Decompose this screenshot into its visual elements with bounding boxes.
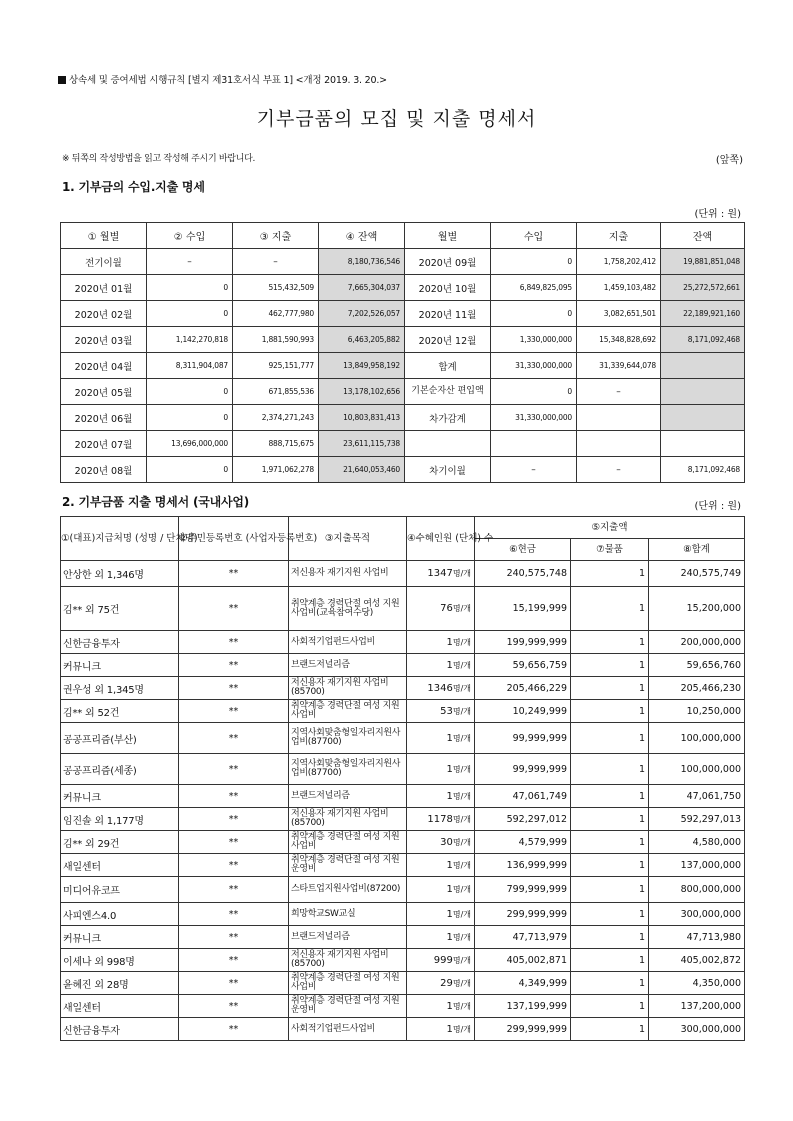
- count-unit: 명/개: [452, 683, 471, 693]
- recipient-cell: 공공프리즘(부산): [61, 723, 179, 754]
- count-unit: 명/개: [452, 837, 471, 847]
- header-goods: ⑦물품: [571, 539, 649, 561]
- cash-cell: 592,297,012: [475, 808, 571, 831]
- table-row: [61, 700, 745, 723]
- count-value: 1347: [427, 568, 453, 579]
- regno-cell: **: [179, 831, 289, 854]
- beneficiary-count-cell: [407, 754, 475, 785]
- regno-cell: **: [179, 903, 289, 926]
- regno-cell: **: [179, 587, 289, 631]
- cash-cell: 47,061,749: [475, 785, 571, 808]
- goods-cell: 1: [571, 785, 649, 808]
- expense-cell: –: [577, 379, 661, 405]
- expense-cell: 3,082,651,501: [577, 301, 661, 327]
- income-cell: –: [147, 249, 233, 275]
- cash-cell: 240,575,748: [475, 561, 571, 587]
- total-cell: 240,575,749: [649, 561, 745, 587]
- income-cell: 1,142,270,818: [147, 327, 233, 353]
- expense-cell: 2,374,271,243: [233, 405, 319, 431]
- purpose-cell: 희망학교SW교실: [289, 903, 407, 926]
- document-title: 기부금품의 모집 및 지출 명세서: [256, 108, 537, 130]
- beneficiary-count-cell: [407, 972, 475, 995]
- purpose-cell: 사회적기업펀드사업비: [289, 1018, 407, 1041]
- count-unit: 명/개: [452, 909, 471, 919]
- beneficiary-count-cell: [407, 877, 475, 903]
- purpose-cell: 취약계층 경력단절 여성 지원 사업비: [289, 831, 407, 854]
- count-value: 1178: [427, 813, 453, 825]
- beneficiary-count-cell: [407, 587, 475, 631]
- income-expense-row: [61, 327, 745, 353]
- regno-cell: **: [179, 1018, 289, 1041]
- regno-cell: **: [179, 972, 289, 995]
- balance-cell: 13,178,102,656: [319, 379, 405, 405]
- table-row: [61, 654, 745, 677]
- month-cell: 차기이월: [405, 457, 491, 483]
- total-cell: 300,000,000: [649, 903, 745, 926]
- table-row: [61, 723, 745, 754]
- count-value: 999: [433, 954, 453, 966]
- month-cell: [405, 431, 491, 457]
- recipient-cell: 공공프리즘(세종): [61, 754, 179, 785]
- purpose-cell: 취약계층 경력단절 여성 지원 운영비: [289, 854, 407, 877]
- income-expense-row: [61, 431, 745, 457]
- section2-unit: (단위 : 원): [694, 501, 741, 512]
- regno-cell: **: [179, 877, 289, 903]
- table-row: [61, 949, 745, 972]
- count-unit: 명/개: [452, 1024, 471, 1034]
- table-row: [61, 972, 745, 995]
- count-value: 1: [446, 884, 453, 895]
- count-value: 1: [446, 1000, 453, 1012]
- total-cell: 592,297,013: [649, 808, 745, 831]
- month-cell: 2020년 12월: [405, 327, 491, 353]
- expense-cell: –: [233, 249, 319, 275]
- header-cell: ④ 잔액: [319, 223, 405, 249]
- expense-cell: 462,777,980: [233, 301, 319, 327]
- goods-cell: 1: [571, 903, 649, 926]
- beneficiary-count-cell: [407, 723, 475, 754]
- month-cell: 기본순자산 편입액: [405, 379, 491, 405]
- goods-cell: 1: [571, 631, 649, 654]
- cash-cell: 10,249,999: [475, 700, 571, 723]
- recipient-cell: 이세나 외 998명: [61, 949, 179, 972]
- total-cell: 59,656,760: [649, 654, 745, 677]
- header-cell: ① 월별: [61, 223, 147, 249]
- recipient-cell: 신한금융투자: [61, 1018, 179, 1041]
- balance-cell: 19,881,851,048: [661, 249, 745, 275]
- expense-cell: [577, 405, 661, 431]
- cash-cell: 136,999,999: [475, 854, 571, 877]
- beneficiary-count-cell: [407, 561, 475, 587]
- table-row: [61, 561, 745, 587]
- income-cell: [491, 431, 577, 457]
- recipient-cell: 커뮤니크: [61, 926, 179, 949]
- balance-cell: 13,849,958,192: [319, 353, 405, 379]
- count-value: 30: [440, 836, 453, 848]
- section1-title: 1. 기부금의 수입.지출 명세: [62, 180, 205, 194]
- goods-cell: 1: [571, 995, 649, 1018]
- month-cell: 2020년 03월: [61, 327, 147, 353]
- purpose-cell: 저신용자 재기지원 사업비(85700): [289, 677, 407, 700]
- count-value: 1: [446, 931, 453, 943]
- regno-cell: **: [179, 949, 289, 972]
- income-cell: 0: [147, 405, 233, 431]
- purpose-cell: 브랜드저널리즘: [289, 785, 407, 808]
- table-row: [61, 677, 745, 700]
- count-value: 1: [446, 659, 453, 671]
- income-expense-header: [61, 223, 745, 249]
- regno-cell: **: [179, 561, 289, 587]
- header-amount: ⑤지출액: [475, 517, 745, 539]
- count-value: 1: [446, 763, 453, 775]
- expense-cell: 1,971,062,278: [233, 457, 319, 483]
- month-cell: 전기이월: [61, 249, 147, 275]
- balance-cell: 6,463,205,882: [319, 327, 405, 353]
- beneficiary-count-cell: [407, 785, 475, 808]
- cash-cell: 15,199,999: [475, 587, 571, 631]
- table-row: [61, 926, 745, 949]
- beneficiary-count-cell: [407, 1018, 475, 1041]
- count-value: 1346: [427, 682, 453, 694]
- header-cell: ② 수입: [147, 223, 233, 249]
- total-cell: 205,466,230: [649, 677, 745, 700]
- month-cell: 2020년 04월: [61, 353, 147, 379]
- table-row: [61, 754, 745, 785]
- count-unit: 명/개: [452, 733, 471, 743]
- total-cell: 800,000,000: [649, 877, 745, 903]
- month-cell: 2020년 08월: [61, 457, 147, 483]
- expense-cell: 1,881,590,993: [233, 327, 319, 353]
- count-value: 1: [446, 636, 453, 648]
- section2-title: 2. 기부금품 지출 명세서 (국내사업): [62, 495, 250, 509]
- total-cell: 4,580,000: [649, 831, 745, 854]
- table-row: [61, 631, 745, 654]
- purpose-cell: 브랜드저널리즘: [289, 654, 407, 677]
- table-row: [61, 831, 745, 854]
- income-cell: 0: [491, 379, 577, 405]
- income-cell: 1,330,000,000: [491, 327, 577, 353]
- table-row: [61, 854, 745, 877]
- beneficiary-count-cell: [407, 631, 475, 654]
- count-value: 76: [440, 603, 453, 614]
- expense-cell: 515,432,509: [233, 275, 319, 301]
- regno-cell: **: [179, 808, 289, 831]
- regno-cell: **: [179, 700, 289, 723]
- expense-cell: 671,855,536: [233, 379, 319, 405]
- purpose-cell: 사회적기업펀드사업비: [289, 631, 407, 654]
- header-purpose: ③지출목적: [289, 517, 407, 561]
- regno-cell: **: [179, 754, 289, 785]
- month-cell: 2020년 02월: [61, 301, 147, 327]
- total-cell: 47,061,750: [649, 785, 745, 808]
- beneficiary-count-cell: [407, 808, 475, 831]
- expense-cell: 31,339,644,078: [577, 353, 661, 379]
- count-unit: 명/개: [452, 978, 471, 988]
- total-cell: 15,200,000: [649, 587, 745, 631]
- beneficiary-count-cell: [407, 654, 475, 677]
- total-cell: 300,000,000: [649, 1018, 745, 1041]
- total-cell: 47,713,980: [649, 926, 745, 949]
- purpose-cell: 취약계층 경력단절 여성 지원 사업비: [289, 972, 407, 995]
- count-unit: 명/개: [452, 885, 471, 894]
- count-unit: 명/개: [452, 814, 471, 824]
- section1-unit: (단위 : 원): [694, 209, 741, 220]
- goods-cell: 1: [571, 1018, 649, 1041]
- balance-cell: 7,202,526,057: [319, 301, 405, 327]
- header-recipient: ①(대표)지급처명 (성명 / 단체명): [61, 517, 179, 561]
- expense-cell: 888,715,675: [233, 431, 319, 457]
- cash-cell: 205,466,229: [475, 677, 571, 700]
- month-cell: 2020년 09월: [405, 249, 491, 275]
- count-unit: 명/개: [452, 569, 471, 578]
- recipient-cell: 커뮤니크: [61, 654, 179, 677]
- goods-cell: 1: [571, 854, 649, 877]
- beneficiary-count-cell: [407, 995, 475, 1018]
- goods-cell: 1: [571, 877, 649, 903]
- cash-cell: 99,999,999: [475, 723, 571, 754]
- header-total: ⑧합계: [649, 539, 745, 561]
- recipient-cell: 미디어유코프: [61, 877, 179, 903]
- income-cell: 6,849,825,095: [491, 275, 577, 301]
- recipient-cell: 커뮤니크: [61, 785, 179, 808]
- goods-cell: 1: [571, 654, 649, 677]
- count-unit: 명/개: [452, 660, 471, 670]
- cash-cell: 299,999,999: [475, 1018, 571, 1041]
- recipient-cell: 임진솔 외 1,177명: [61, 808, 179, 831]
- month-cell: 2020년 01월: [61, 275, 147, 301]
- income-expense-row: [61, 249, 745, 275]
- form-reference: 상속세 및 증여세법 시행규칙 [별지 제31호서식 부표 1] <개정 2019. 3. 20.>: [58, 72, 387, 86]
- goods-cell: 1: [571, 949, 649, 972]
- recipient-cell: 새일센터: [61, 854, 179, 877]
- beneficiary-count-cell: [407, 949, 475, 972]
- table-row: [61, 877, 745, 903]
- count-unit: 명/개: [452, 791, 471, 801]
- count-unit: 명/개: [452, 860, 471, 870]
- income-expense-row: [61, 353, 745, 379]
- balance-cell: 21,640,053,460: [319, 457, 405, 483]
- cash-cell: 405,002,871: [475, 949, 571, 972]
- total-cell: 200,000,000: [649, 631, 745, 654]
- month-cell: 합계: [405, 353, 491, 379]
- cash-cell: 799,999,999: [475, 877, 571, 903]
- count-unit: 명/개: [452, 706, 471, 716]
- cash-cell: 99,999,999: [475, 754, 571, 785]
- balance-cell: 10,803,831,413: [319, 405, 405, 431]
- income-expense-table: [60, 222, 745, 483]
- income-cell: 31,330,000,000: [491, 353, 577, 379]
- balance-cell: [661, 379, 745, 405]
- goods-cell: 1: [571, 700, 649, 723]
- balance-cell: [661, 353, 745, 379]
- expense-cell: 1,758,202,412: [577, 249, 661, 275]
- month-cell: 차가감계: [405, 405, 491, 431]
- recipient-cell: 사피엔스4.0: [61, 903, 179, 926]
- income-cell: –: [491, 457, 577, 483]
- income-cell: 31,330,000,000: [491, 405, 577, 431]
- header-cell: 월별: [405, 223, 491, 249]
- count-value: 1: [446, 790, 453, 802]
- balance-cell: 8,180,736,546: [319, 249, 405, 275]
- income-expense-row: [61, 405, 745, 431]
- income-cell: 0: [491, 301, 577, 327]
- cash-cell: 4,579,999: [475, 831, 571, 854]
- count-unit: 명/개: [452, 764, 471, 774]
- recipient-cell: 김** 외 52건: [61, 700, 179, 723]
- goods-cell: 1: [571, 561, 649, 587]
- recipient-cell: 김** 외 75건: [61, 587, 179, 631]
- purpose-cell: 저신용자 재기지원 사업비(85700): [289, 949, 407, 972]
- month-cell: 2020년 07월: [61, 431, 147, 457]
- income-cell: 0: [147, 457, 233, 483]
- purpose-cell: 취약계층 경력단절 여성 지원 운영비: [289, 995, 407, 1018]
- total-cell: 137,200,000: [649, 995, 745, 1018]
- header-beneficiaries: ④수혜인원 (단체) 수: [407, 517, 475, 561]
- table-row: [61, 995, 745, 1018]
- regno-cell: **: [179, 785, 289, 808]
- recipient-cell: 새일센터: [61, 995, 179, 1018]
- header-cell: 지출: [577, 223, 661, 249]
- count-value: 53: [440, 705, 453, 717]
- count-unit: 명/개: [452, 604, 471, 613]
- goods-cell: 1: [571, 831, 649, 854]
- notice-text: ※ 뒤쪽의 작성방법을 읽고 작성해 주시기 바랍니다.: [62, 154, 256, 164]
- income-expense-row: [61, 301, 745, 327]
- purpose-cell: 취약계층 경력단절 여성 지원 사업비: [289, 700, 407, 723]
- purpose-cell: 저신용자 재기지원 사업비: [289, 561, 407, 587]
- goods-cell: 1: [571, 723, 649, 754]
- income-cell: 0: [147, 379, 233, 405]
- count-value: 1: [446, 859, 453, 871]
- income-cell: 8,311,904,087: [147, 353, 233, 379]
- expense-cell: [577, 431, 661, 457]
- header-regno: ②주민등록번호 (사업자등록번호): [179, 517, 289, 561]
- goods-cell: 1: [571, 677, 649, 700]
- total-cell: 10,250,000: [649, 700, 745, 723]
- balance-cell: [661, 431, 745, 457]
- expense-cell: 1,459,103,482: [577, 275, 661, 301]
- table-row: [61, 903, 745, 926]
- table-row: [61, 808, 745, 831]
- recipient-cell: 권우성 외 1,345명: [61, 677, 179, 700]
- goods-cell: 1: [571, 972, 649, 995]
- goods-cell: 1: [571, 926, 649, 949]
- income-cell: 13,696,000,000: [147, 431, 233, 457]
- income-expense-row: [61, 379, 745, 405]
- income-expense-row: [61, 457, 745, 483]
- income-cell: 0: [147, 275, 233, 301]
- income-expense-row: [61, 275, 745, 301]
- table-row: [61, 587, 745, 631]
- cash-cell: 199,999,999: [475, 631, 571, 654]
- header-cash: ⑥현금: [475, 539, 571, 561]
- total-cell: 4,350,000: [649, 972, 745, 995]
- month-cell: 2020년 06월: [61, 405, 147, 431]
- table-row: [61, 785, 745, 808]
- balance-cell: [661, 405, 745, 431]
- cash-cell: 59,656,759: [475, 654, 571, 677]
- expense-cell: –: [577, 457, 661, 483]
- beneficiary-count-cell: [407, 903, 475, 926]
- header-cell: 수입: [491, 223, 577, 249]
- count-unit: 명/개: [452, 1001, 471, 1011]
- count-value: 1: [446, 1023, 453, 1035]
- cash-cell: 4,349,999: [475, 972, 571, 995]
- regno-cell: **: [179, 654, 289, 677]
- count-unit: 명/개: [452, 932, 471, 942]
- goods-cell: 1: [571, 754, 649, 785]
- beneficiary-count-cell: [407, 831, 475, 854]
- count-value: 29: [440, 977, 453, 989]
- header-cell: 잔액: [661, 223, 745, 249]
- regno-cell: **: [179, 854, 289, 877]
- recipient-cell: 신한금융투자: [61, 631, 179, 654]
- recipient-cell: 윤혜진 외 28명: [61, 972, 179, 995]
- purpose-cell: 지역사회맞춤형일자리지원사업비(87700): [289, 723, 407, 754]
- income-cell: 0: [147, 301, 233, 327]
- regno-cell: **: [179, 995, 289, 1018]
- table-row: [61, 1018, 745, 1041]
- beneficiary-count-cell: [407, 926, 475, 949]
- count-value: 1: [446, 908, 453, 920]
- month-cell: 2020년 10월: [405, 275, 491, 301]
- count-value: 1: [446, 732, 453, 744]
- income-cell: 0: [491, 249, 577, 275]
- regno-cell: **: [179, 677, 289, 700]
- goods-cell: 1: [571, 587, 649, 631]
- purpose-cell: 취약계층 경력단절 여성 지원 사업비(교육참여수당): [289, 587, 407, 631]
- balance-cell: 22,189,921,160: [661, 301, 745, 327]
- month-cell: 2020년 11월: [405, 301, 491, 327]
- expense-cell: 15,348,828,692: [577, 327, 661, 353]
- goods-cell: 1: [571, 808, 649, 831]
- beneficiary-count-cell: [407, 700, 475, 723]
- balance-cell: 8,171,092,468: [661, 327, 745, 353]
- purpose-cell: 브랜드저널리즘: [289, 926, 407, 949]
- purpose-cell: 지역사회맞춤형일자리지원사업비(87700): [289, 754, 407, 785]
- regno-cell: **: [179, 926, 289, 949]
- cash-cell: 137,199,999: [475, 995, 571, 1018]
- regno-cell: **: [179, 631, 289, 654]
- count-unit: 명/개: [452, 637, 471, 647]
- expense-detail-table: [60, 516, 745, 1041]
- total-cell: 137,000,000: [649, 854, 745, 877]
- month-cell: 2020년 05월: [61, 379, 147, 405]
- balance-cell: 25,272,572,661: [661, 275, 745, 301]
- balance-cell: 23,611,115,738: [319, 431, 405, 457]
- total-cell: 405,002,872: [649, 949, 745, 972]
- recipient-cell: 김** 외 29건: [61, 831, 179, 854]
- beneficiary-count-cell: [407, 854, 475, 877]
- regno-cell: **: [179, 723, 289, 754]
- front-side-label: (앞쪽): [715, 155, 743, 166]
- cash-cell: 299,999,999: [475, 903, 571, 926]
- square-bullet-icon: [58, 76, 66, 84]
- beneficiary-count-cell: [407, 677, 475, 700]
- purpose-cell: 저신용자 재기지원 사업비(85700): [289, 808, 407, 831]
- total-cell: 100,000,000: [649, 723, 745, 754]
- expense-cell: 925,151,777: [233, 353, 319, 379]
- total-cell: 100,000,000: [649, 754, 745, 785]
- recipient-cell: 안상한 외 1,346명: [61, 561, 179, 587]
- header-cell: ③ 지출: [233, 223, 319, 249]
- balance-cell: 8,171,092,468: [661, 457, 745, 483]
- purpose-cell: 스타트업지원사업비(87200): [289, 877, 407, 903]
- balance-cell: 7,665,304,037: [319, 275, 405, 301]
- cash-cell: 47,713,979: [475, 926, 571, 949]
- count-unit: 명/개: [452, 955, 471, 965]
